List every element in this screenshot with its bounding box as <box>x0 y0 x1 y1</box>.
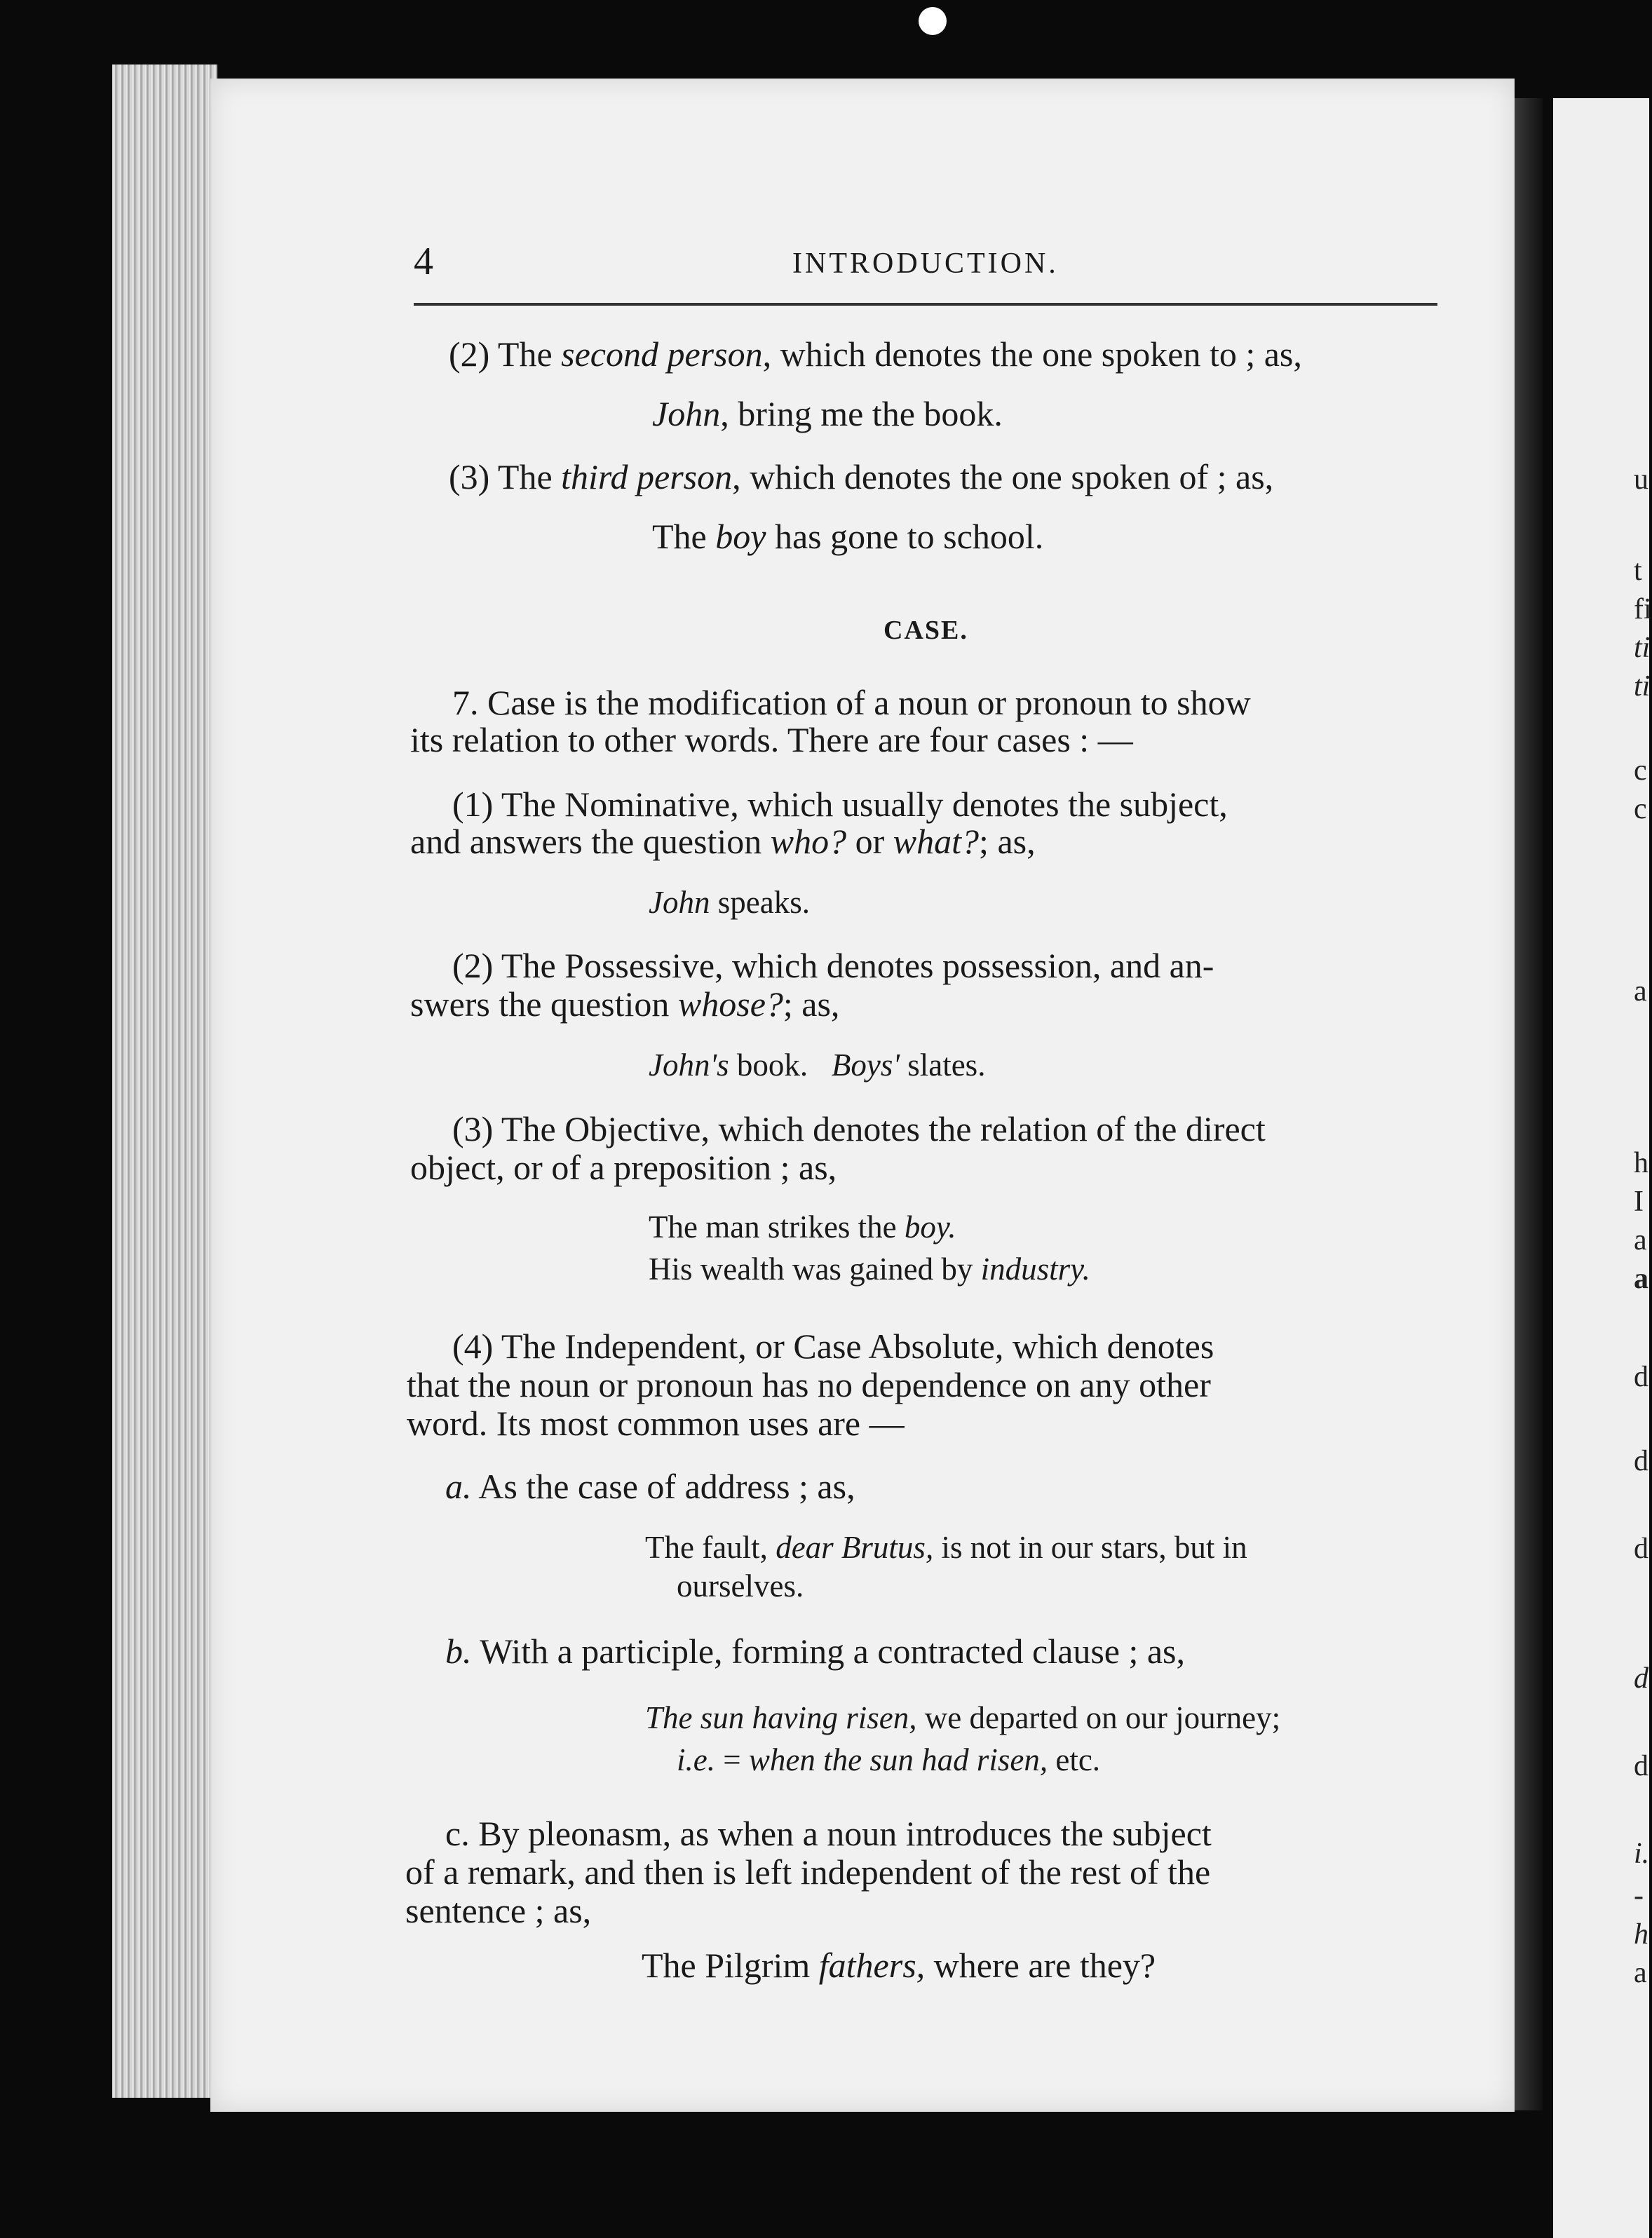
next-page-fragment: h <box>1634 1918 1648 1951</box>
page-number: 4 <box>414 240 433 283</box>
example-line: The boy has gone to school. <box>652 517 1044 556</box>
example-line: ourselves. <box>677 1568 804 1603</box>
text-line: (3) The third person, which denotes the one spoken of ; as, <box>449 457 1274 496</box>
example-line: John speaks. <box>649 885 810 920</box>
example-line: The fault, dear Brutus, is not in our stars, but in <box>645 1530 1247 1565</box>
next-page-fragment: d <box>1634 1361 1648 1393</box>
next-page-fragment: t <box>1634 555 1642 587</box>
example-line: His wealth was gained by industry. <box>649 1252 1090 1287</box>
text-line: (4) The Independent, or Case Absolute, which denotes <box>452 1327 1214 1366</box>
next-page-fragment: - <box>1634 1880 1644 1912</box>
next-page-fragment: d <box>1634 1750 1648 1782</box>
next-page-fragment: a <box>1634 1263 1648 1295</box>
next-page-fragment: ti <box>1634 670 1651 703</box>
text-line: its relation to other words. There are four cases : — <box>410 720 1133 759</box>
header-rule <box>414 303 1437 306</box>
next-page-fragment: c <box>1634 754 1647 787</box>
text-line: that the noun or pronoun has no dependence on any other <box>407 1365 1211 1404</box>
text-line: object, or of a preposition ; as, <box>410 1148 837 1187</box>
next-page-fragment: a <box>1634 1224 1647 1256</box>
next-page-fragment: I <box>1634 1186 1644 1218</box>
book-page-edges <box>112 65 217 2098</box>
text-line: (3) The Objective, which denotes the relation of the direct <box>452 1109 1266 1148</box>
text-line: swers the question whose?; as, <box>410 984 840 1024</box>
text-line: sentence ; as, <box>405 1891 592 1930</box>
text-line: (2) The Possessive, which denotes possession, and an- <box>452 946 1214 985</box>
text-line: of a remark, and then is left independent of the rest of the <box>405 1852 1211 1892</box>
next-page-fragment: i. <box>1634 1838 1650 1870</box>
next-page-fragment: d <box>1634 1662 1648 1695</box>
text-line: c. By pleonasm, as when a noun introduces the subject <box>445 1814 1212 1853</box>
book-page <box>210 79 1515 2112</box>
example-line: The sun having risen, we departed on our journey; <box>645 1700 1281 1735</box>
text-line: a. As the case of address ; as, <box>445 1467 855 1506</box>
running-head: INTRODUCTION. <box>792 247 1059 280</box>
text-line: (2) The second person, which denotes the one spoken to ; as, <box>449 334 1302 374</box>
text-line: 7. Case is the modification of a noun or pronoun to show <box>452 683 1251 722</box>
text-line: word. Its most common uses are — <box>407 1404 905 1443</box>
example-line: The Pilgrim fathers, where are they? <box>642 1946 1156 1985</box>
example-line: The man strikes the boy. <box>649 1209 956 1245</box>
next-page-fragment: h <box>1634 1147 1648 1179</box>
page-gutter-shadow <box>1515 98 1543 2110</box>
next-page-fragment: ti <box>1634 632 1651 664</box>
text-line: and answers the question who? or what?; as, <box>410 822 1036 861</box>
example-line: John's book. Boys' slates. <box>649 1047 986 1083</box>
next-page-fragment: c <box>1634 793 1647 825</box>
next-page-fragment: a <box>1634 1957 1647 1989</box>
example-line: John, bring me the book. <box>652 394 1003 433</box>
speck <box>919 7 947 35</box>
example-line: i.e. = when the sun had risen, etc. <box>677 1742 1101 1777</box>
text-line: (1) The Nominative, which usually denotes the subject, <box>452 785 1228 824</box>
next-page-fragment: a <box>1634 975 1647 1008</box>
section-heading: CASE. <box>883 616 968 645</box>
next-page-strip <box>1553 98 1652 2238</box>
next-page-fragment: u <box>1634 463 1648 496</box>
next-page-fragment: fi <box>1634 593 1652 625</box>
next-page-fragment: d <box>1634 1445 1648 1477</box>
next-page-fragment: d <box>1634 1533 1648 1565</box>
text-line: b. With a participle, forming a contracted clause ; as, <box>445 1632 1186 1671</box>
